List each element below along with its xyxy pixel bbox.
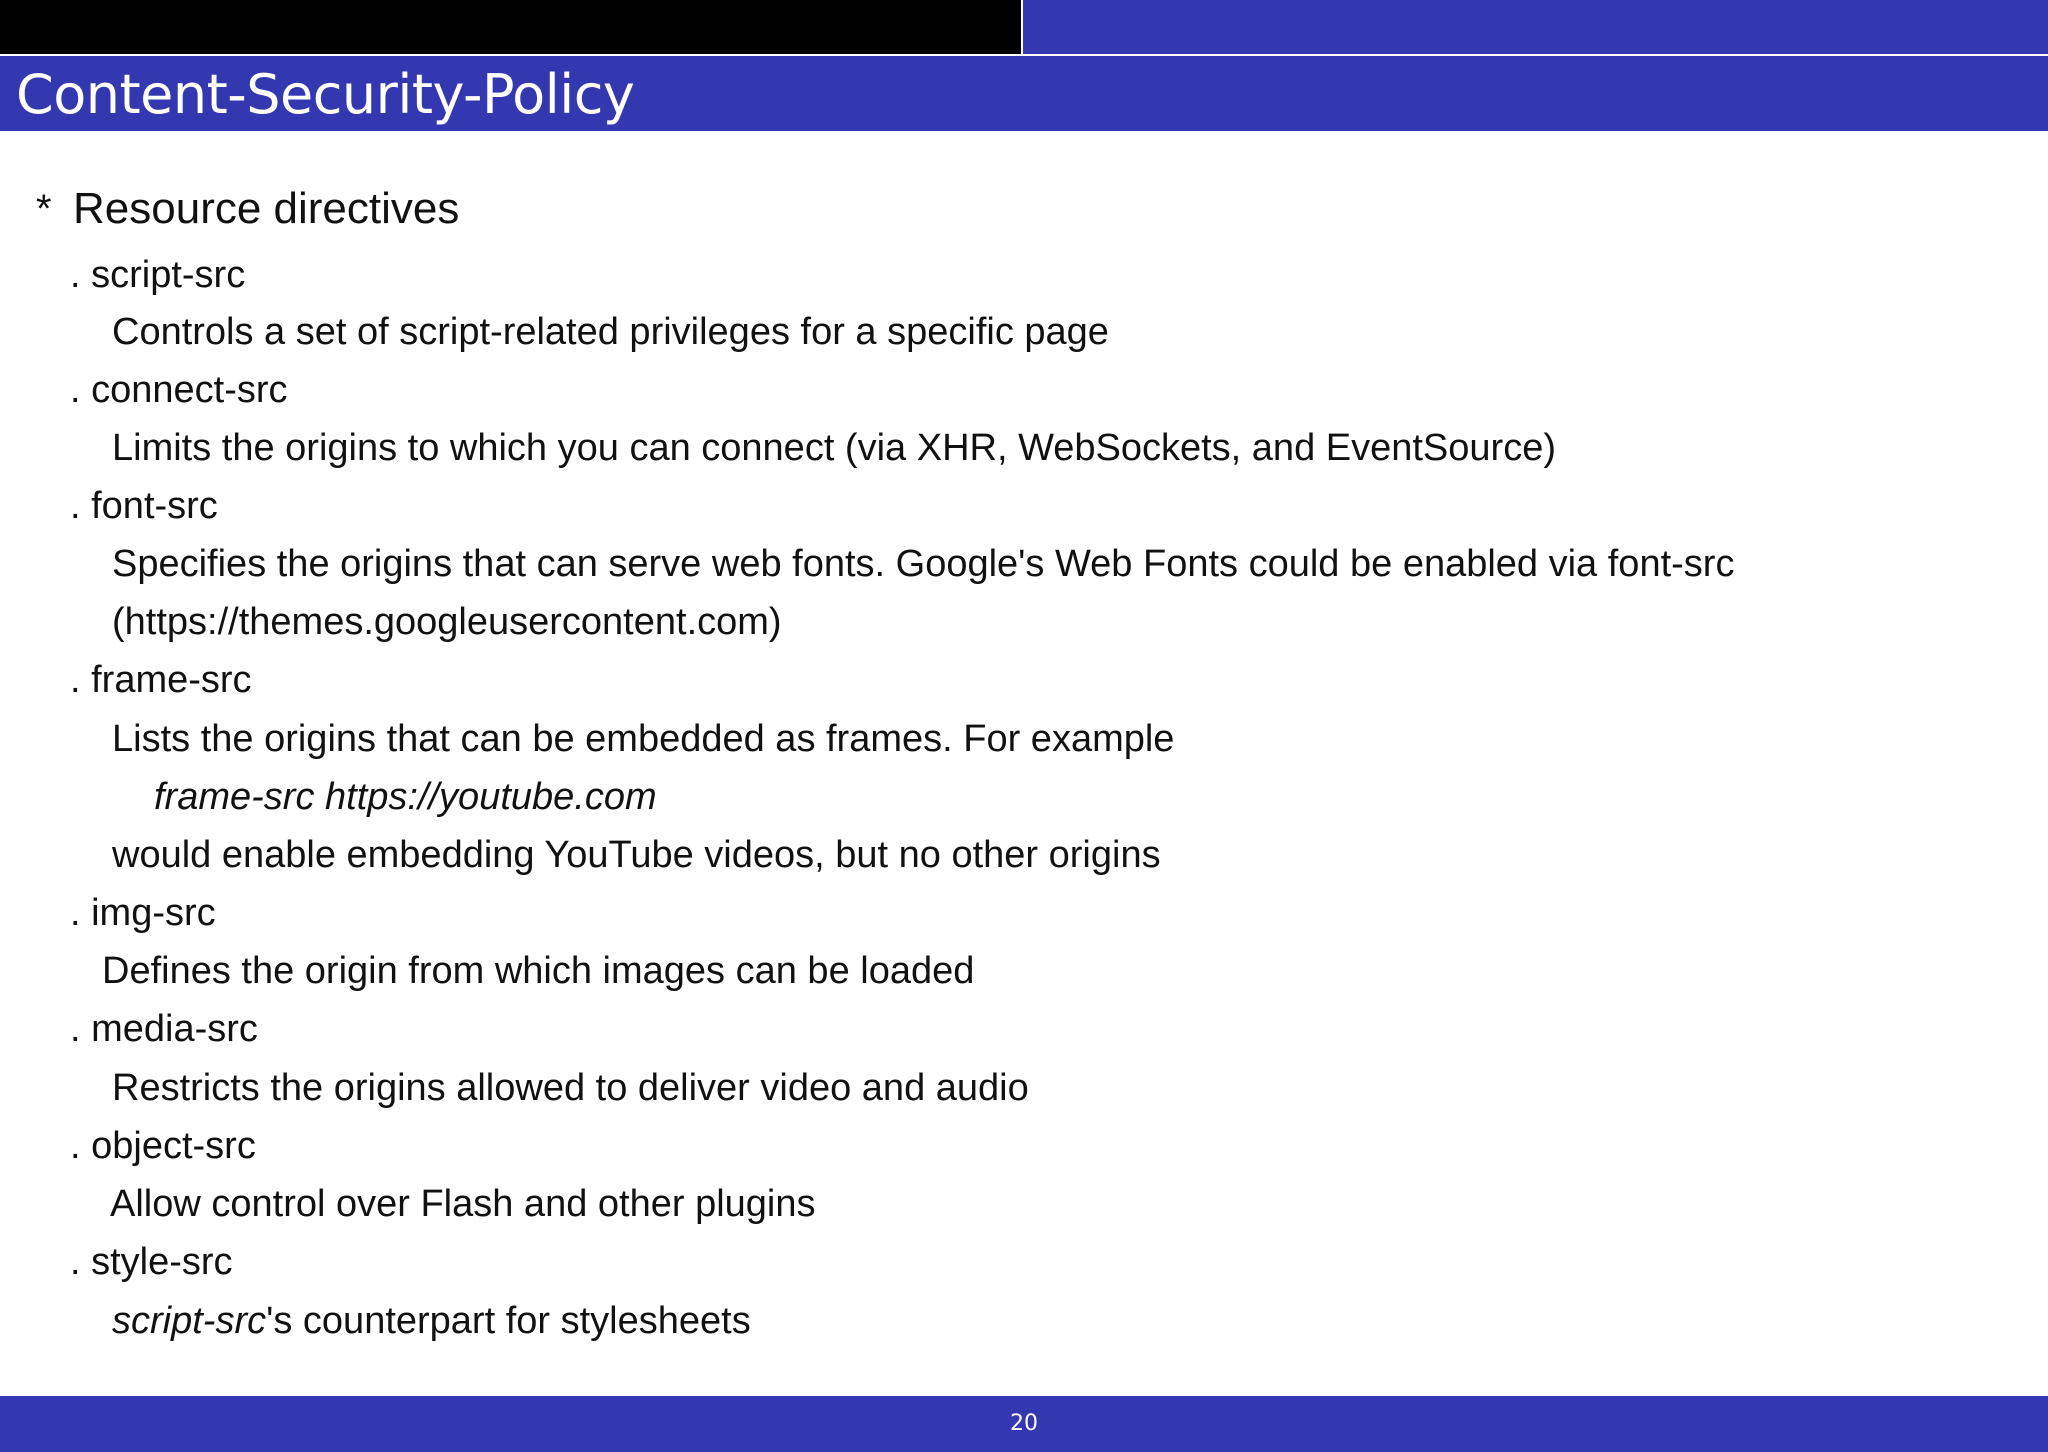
top-bar-left xyxy=(0,0,1021,54)
style-src-description-rest: 's counterpart for stylesheets xyxy=(266,1300,751,1342)
directive-script-src: . script-src xyxy=(70,254,246,296)
description-frame-src-continued: would enable embedding YouTube videos, but no other origins xyxy=(112,834,1161,876)
description-font-src: Specifies the origins that can serve web fonts. Google's Web Fonts could be enabled via font-src xyxy=(112,543,1735,585)
slide-title: Content-Security-Policy xyxy=(16,63,635,126)
directive-media-src: . media-src xyxy=(70,1008,258,1050)
description-object-src: Allow control over Flash and other plugins xyxy=(110,1183,816,1225)
directive-connect-src: . connect-src xyxy=(70,369,288,411)
directive-style-src: . style-src xyxy=(70,1241,233,1283)
description-frame-src: Lists the origins that can be embedded as frames. For example xyxy=(112,718,1175,760)
description-connect-src: Limits the origins to which you can connect (via XHR, WebSockets, and EventSource) xyxy=(112,427,1556,469)
description-img-src: Defines the origin from which images can be loaded xyxy=(102,950,975,992)
bullet-marker: * xyxy=(36,187,52,231)
page-number: 20 xyxy=(1010,1411,1038,1436)
description-style-src xyxy=(112,1298,751,1344)
directive-font-src: . font-src xyxy=(70,485,218,527)
description-script-src: Controls a set of script-related privileges for a specific page xyxy=(112,311,1109,353)
description-media-src: Restricts the origins allowed to deliver video and audio xyxy=(112,1067,1029,1109)
directive-object-src: . object-src xyxy=(70,1125,256,1167)
section-heading: Resource directives xyxy=(73,184,460,233)
directive-frame-src: . frame-src xyxy=(70,659,252,701)
example-frame-src: frame-src https://youtube.com xyxy=(154,776,657,818)
top-bar-right xyxy=(1023,0,2048,54)
directive-img-src: . img-src xyxy=(70,892,216,934)
description-font-src-url: (https://themes.googleusercontent.com) xyxy=(112,601,782,643)
style-src-italic-term: script-src xyxy=(112,1300,267,1342)
